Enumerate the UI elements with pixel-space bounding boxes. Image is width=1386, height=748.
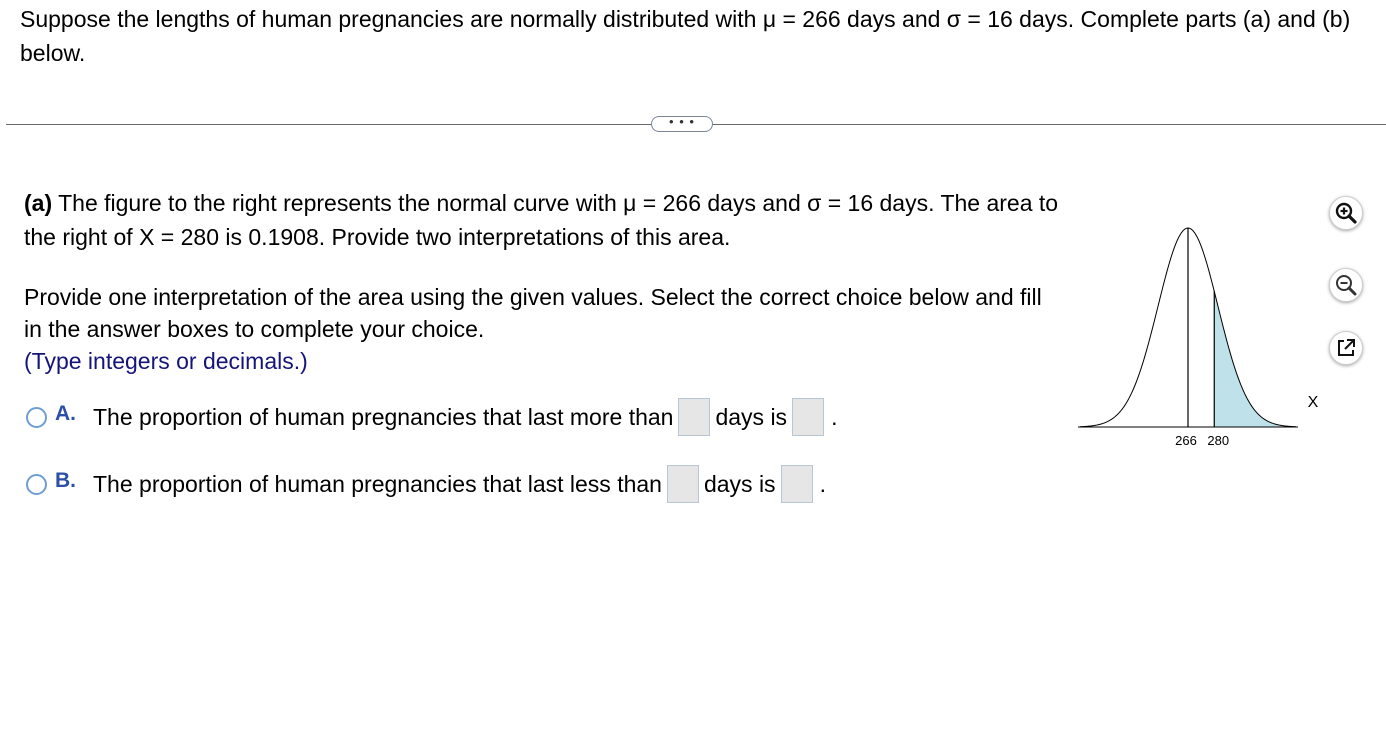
- choice-b-days-input[interactable]: [667, 465, 699, 503]
- tick-label-280: 280: [1207, 433, 1230, 448]
- answer-format-hint: (Type integers or decimals.): [24, 348, 308, 374]
- popout-button[interactable]: [1329, 331, 1363, 365]
- choice-a-text: The proportion of human pregnancies that last more than: [93, 403, 674, 430]
- popout-icon: [1335, 337, 1357, 359]
- choice-a-mid-text: days is: [715, 403, 788, 430]
- choice-b-text: The proportion of human pregnancies that last less than: [93, 470, 662, 497]
- choice-a[interactable]: [26, 397, 837, 437]
- choice-a-days-input[interactable]: [678, 398, 710, 436]
- choice-b-letter: B.: [55, 469, 76, 492]
- instructions-text: Provide one interpretation of the area using the given values. Select the correct choice below and fill in the answer boxes to complete your choice.: [24, 284, 1042, 342]
- choice-b-radio[interactable]: [26, 474, 47, 495]
- instructions: [24, 281, 1064, 377]
- choice-b-proportion-input[interactable]: [781, 465, 813, 503]
- part-a-statement: [24, 186, 1064, 254]
- zoom-in-button[interactable]: [1329, 196, 1363, 230]
- zoom-out-icon: [1334, 273, 1358, 297]
- choice-a-period: .: [831, 403, 838, 430]
- part-a-label: (a): [24, 190, 53, 216]
- expand-more-button[interactable]: • • •: [651, 116, 713, 132]
- choice-a-proportion-input[interactable]: [792, 398, 824, 436]
- zoom-out-button[interactable]: [1329, 268, 1363, 302]
- choice-b[interactable]: [26, 464, 826, 504]
- part-a-text: The figure to the right represents the normal curve with μ = 266 days and σ = 16 days. The area to the right of X = 280 is 0.1908. Provide two interpretations of this area.: [24, 190, 1059, 250]
- choice-b-mid-text: days is: [703, 470, 776, 497]
- shaded-right-tail: [1214, 291, 1296, 427]
- choice-a-radio[interactable]: [26, 407, 47, 428]
- choice-a-letter: A.: [55, 402, 76, 425]
- zoom-in-icon: [1334, 201, 1358, 225]
- choice-b-period: .: [819, 470, 826, 497]
- tick-label-266: 266: [1175, 433, 1197, 448]
- normal-curve-figure: [1070, 210, 1320, 460]
- problem-statement: Suppose the lengths of human pregnancies are normally distributed with μ = 266 days and σ = 16 days. Complete parts (a) and (b) below.: [20, 6, 1351, 66]
- x-axis-label: X: [1307, 394, 1319, 411]
